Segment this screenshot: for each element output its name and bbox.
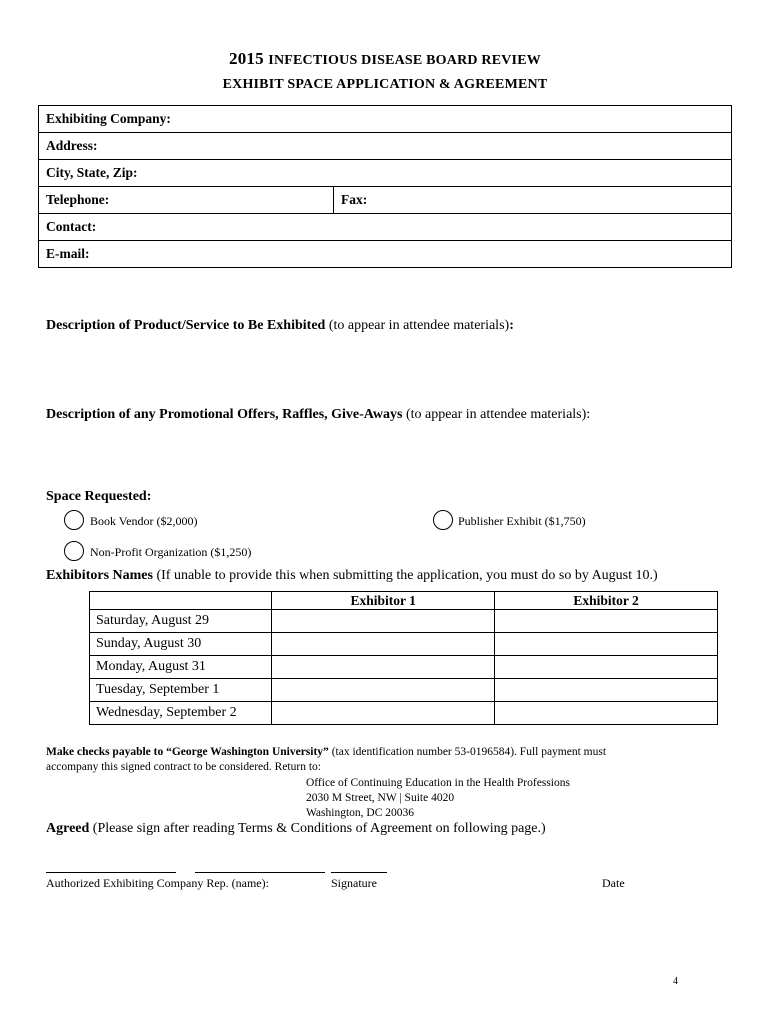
title-event-name: INFECTIOUS DISEASE BOARD REVIEW [268,53,541,68]
page-number: 4 [673,976,678,987]
product-description-heading [46,318,514,334]
table-row [90,702,718,725]
rep-name-label: Authorized Exhibiting Company Rep. (name): [46,876,269,890]
publisher-exhibit-radio[interactable] [433,510,453,530]
city-state-zip-field[interactable] [39,160,732,187]
contact-info-table [38,105,732,268]
product-description-label: Description of Product/Service to Be Exhibited [46,318,326,333]
document-title-line1 [0,49,770,69]
space-requested-heading: Space Requested: [46,489,152,504]
table-row [90,633,718,656]
address-line1: Office of Continuing Education in the Health Professions [306,777,570,789]
address-label: Address: [46,138,98,153]
payment-tax-id: (tax identification number 53-0196584). Full payment must [328,746,607,758]
exhibitor-2-cell[interactable] [495,679,718,702]
table-row [90,679,718,702]
exhibitors-heading-note: (If unable to provide this when submitting the application, you must do so by August 10.) [152,568,658,583]
exhibitor-1-header: Exhibitor 1 [272,592,495,610]
day-label: Monday, August 31 [90,656,272,679]
payment-payable-to: Make checks payable to “George Washington University” [46,746,329,758]
exhibitor-2-cell[interactable] [495,656,718,679]
table-row [90,610,718,633]
agreed-label: Agreed [46,821,90,836]
product-description-area[interactable] [46,340,732,400]
day-label: Sunday, August 30 [90,633,272,656]
exhibitor-2-header: Exhibitor 2 [495,592,718,610]
day-label: Tuesday, September 1 [90,679,272,702]
promo-description-heading [46,407,590,423]
book-vendor-label: Book Vendor ($2,000) [90,514,198,528]
exhibitor-1-cell[interactable] [272,702,495,725]
fax-field[interactable] [334,187,732,214]
exhibitor-1-cell[interactable] [272,610,495,633]
day-label: Wednesday, September 2 [90,702,272,725]
payment-instructions [46,745,736,775]
email-label: E-mail: [46,246,90,261]
product-description-colon: : [509,318,514,333]
agreed-statement [46,821,546,837]
table-row [90,656,718,679]
exhibitor-1-cell[interactable] [272,633,495,656]
exhibitor-2-cell[interactable] [495,702,718,725]
company-label: Exhibiting Company: [46,111,171,126]
exhibitors-heading-label: Exhibitors Names [46,568,153,583]
telephone-label: Telephone: [46,192,110,207]
contact-label: Contact: [46,219,97,234]
document-title-line2 [0,73,770,93]
return-address [306,776,570,821]
title-year: 2015 [229,49,264,68]
table-corner [90,592,272,610]
email-field[interactable] [39,241,732,268]
contact-field[interactable] [39,214,732,241]
exhibitor-2-cell[interactable] [495,633,718,656]
product-description-note: (to appear in attendee materials) [325,318,510,333]
promo-description-label: Description of any Promotional Offers, Raffles, Give-Aways [46,407,403,422]
exhibitors-table [89,591,718,725]
exhibitor-2-cell[interactable] [495,610,718,633]
book-vendor-radio[interactable] [64,510,84,530]
rep-name-line[interactable] [46,872,176,873]
exhibitors-heading [46,568,658,584]
title-application: EXHIBIT SPACE APPLICATION & AGREEMENT [222,77,548,92]
exhibitor-1-cell[interactable] [272,656,495,679]
agreed-note: (Please sign after reading Terms & Conditions of Agreement on following page.) [89,821,546,836]
address-line2: 2030 M Street, NW | Suite 4020 [306,792,455,804]
telephone-field[interactable] [39,187,334,214]
date-label: Date [602,876,625,890]
day-label: Saturday, August 29 [90,610,272,633]
non-profit-radio[interactable] [64,541,84,561]
signature-line[interactable] [195,872,325,873]
date-line[interactable] [331,872,387,873]
payment-line2: accompany this signed contract to be considered. Return to: [46,761,321,773]
address-field[interactable] [39,133,732,160]
non-profit-label: Non-Profit Organization ($1,250) [90,545,252,559]
publisher-exhibit-label: Publisher Exhibit ($1,750) [458,514,586,528]
exhibitor-1-cell[interactable] [272,679,495,702]
fax-label: Fax: [341,192,368,207]
signature-label: Signature [331,876,377,890]
address-line3: Washington, DC 20036 [306,807,415,819]
promo-description-note: (to appear in attendee materials): [402,407,591,422]
promo-description-area[interactable] [46,430,732,485]
city-label: City, State, Zip: [46,165,138,180]
company-field[interactable] [39,106,732,133]
